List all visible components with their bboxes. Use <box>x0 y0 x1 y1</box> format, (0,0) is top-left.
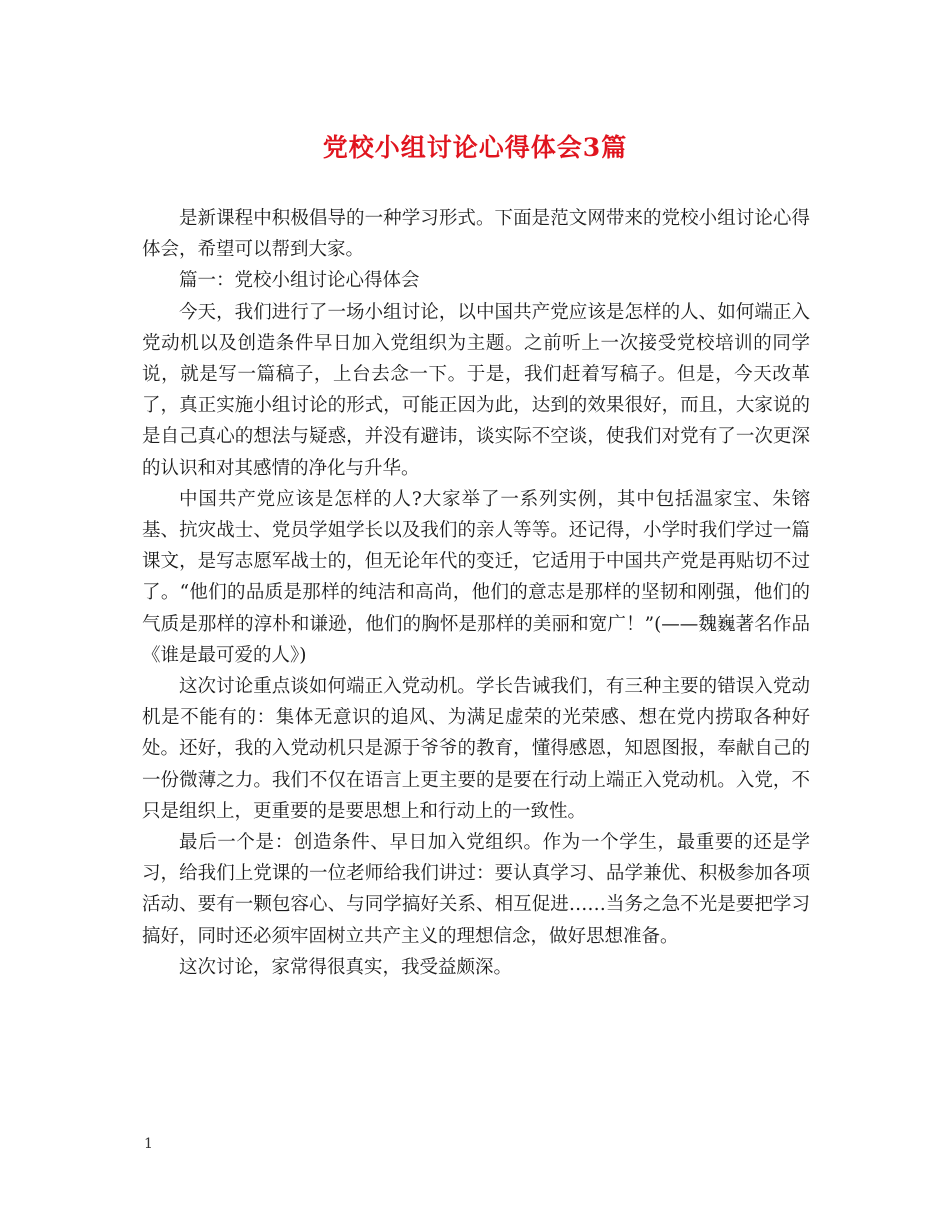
body-paragraph: 最后一个是：创造条件、早日加入党组织。作为一个学生，最重要的还是学习，给我们上党课的一位老师给我们讲过：要认真学习、品学兼优、积极参加各项活动、要有一颗包容心、与同学搞好关系、相互促进……当务之急不光是要把学习搞好，同时还必须牢固树立共产主义的理想信念，做好思想准备。 <box>142 832 810 947</box>
body-paragraph: 中国共产党应该是怎样的人?大家举了一系列实例，其中包括温家宝、朱镕基、抗灾战士、党员学姐学长以及我们的亲人等等。还记得，小学时我们学过一篇课文，是写志愿军战士的，但无论年代的变迁，它适用于中国共产党是再贴切不过了。“他们的品质是那样的纯洁和高尚，他们的意志是那样的坚韧和刚强，他们的气质是那样的淳朴和谦逊，他们的胸怀是那样的美丽和宽广！”(——魏巍著名作品《谁是最可爱的人》) <box>142 488 810 666</box>
body-paragraph: 今天，我们进行了一场小组讨论，以中国共产党应该是怎样的人、如何端正入党动机以及创造条件早日加入党组织为主题。之前听上一次接受党校培训的同学说，就是写一篇稿子，上台去念一下。于是，我们赶着写稿子。但是，今天改革了，真正实施小组讨论的形式，可能正因为此，达到的效果很好，而且，大家说的是自己真心的想法与疑惑，并没有避讳，谈实际不空谈，使我们对党有了一次更深的认识和对其感情的净化与升华。 <box>142 301 810 479</box>
intro-paragraph: 是新课程中积极倡导的一种学习形式。下面是范文网带来的党校小组讨论心得体会，希望可以帮到大家。 <box>142 208 810 261</box>
document-body <box>142 203 810 983</box>
body-paragraph: 这次讨论，家常得很真实，我受益颇深。 <box>179 956 513 978</box>
section-heading: 篇一：党校小组讨论心得体会 <box>179 270 420 292</box>
body-paragraph: 这次讨论重点谈如何端正入党动机。学长告诫我们，有三种主要的错误入党动机是不能有的：集体无意识的追风、为满足虚荣的光荣感、想在党内捞取各种好处。还好，我的入党动机只是源于爷爷的教育，懂得感恩，知恩图报，奉献自己的一份微薄之力。我们不仅在语言上更主要的是要在行动上端正入党动机。入党，不只是组织上，更重要的是要思想上和行动上的一致性。 <box>142 676 810 822</box>
document-title: 党校小组讨论心得体会3篇 <box>322 133 628 162</box>
page-number: 1 <box>144 1136 153 1152</box>
